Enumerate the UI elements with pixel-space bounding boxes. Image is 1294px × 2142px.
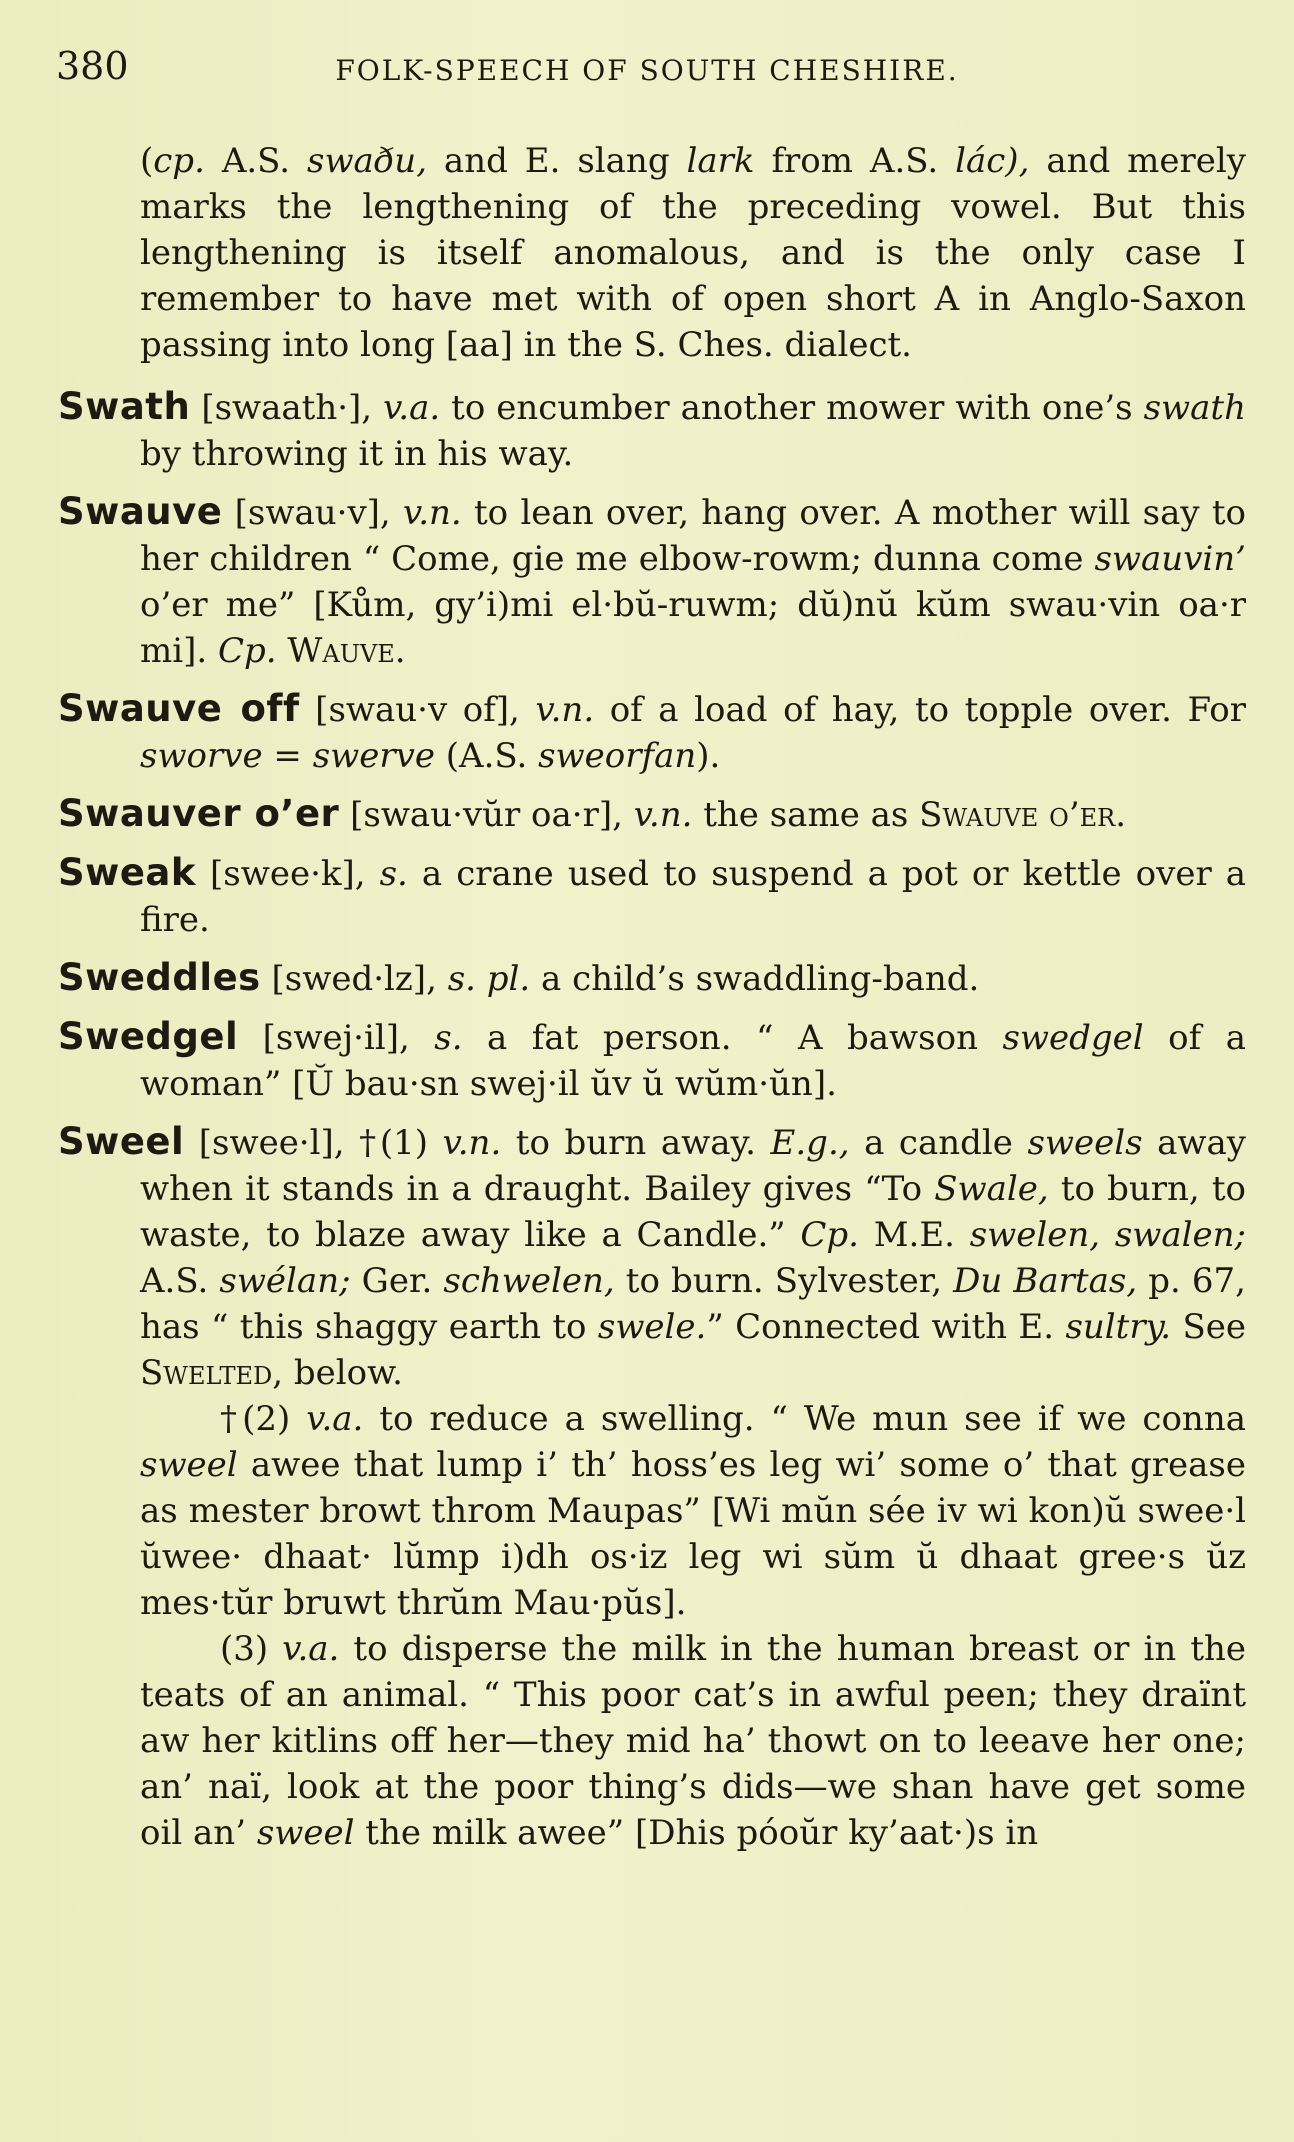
page-body	[58, 138, 1246, 1868]
headword: Sweel	[58, 1120, 185, 1163]
headword: Swauve off	[58, 687, 300, 730]
entry-sweddles: Sweddles [swed·lz], s. pl. a child’s swaddling-band.	[58, 956, 980, 999]
entry-swedgel: Swedgel [swej·il], s. a fat person. “ A bawson swedgel of a woman” [Ŭ bau·sn swej·il ŭv ŭ wŭm·ŭn].	[58, 1015, 1246, 1104]
entry-sweak: Sweak [swee·k], s. a crane used to suspend a pot or kettle over a fire.	[58, 851, 1247, 940]
headword: Swauve	[58, 490, 223, 533]
headword: Sweak	[58, 851, 196, 894]
headword: Swauver o’er	[58, 792, 340, 835]
continued-entry-text: (cp. A.S. swaðu, and E. slang lark from A.S. lác), and merely marks the lengthening of the preceding vowel. But this lengthening is itself anomalous, and is the only case I remember to have met with of open short A in Anglo-Saxon passing into long [aa] in the S. Ches. dialect.	[140, 141, 1246, 365]
page-number: 380	[56, 44, 129, 88]
entry-swauver-oer: Swauver o’er [swau·vŭr oa·r], v.n. the same as Swauve o’er.	[58, 792, 1127, 835]
headword: Swath	[58, 385, 191, 428]
running-title: FOLK-SPEECH OF SOUTH CHESHIRE.	[335, 54, 959, 87]
entry-swauve: Swauve [swau·v], v.n. to lean over, hang over. A mother will say to her children “ Come, gie me elbow-rowm; dunna come swauvin’ o’er me” [Kům, gy’i)mi el·bŭ-ruwm; dŭ)nŭ kŭm swau·vin oa·r mi]. Cp. Wauve.	[58, 490, 1247, 671]
entry-swauve-off: Swauve off [swau·v of], v.n. of a load of hay, to topple over. For sworve = swerve (A.S. sweorfan).	[58, 687, 1246, 776]
headword: Sweddles	[58, 956, 261, 999]
headword: Swedgel	[58, 1015, 239, 1058]
sense-3: (3) v.a. to disperse the milk in the human breast or in the teats of an animal. “ This poor cat’s in awful peen; they draïnt aw her kitlins off her—they mid ha’ thowt on to leeave her one; an’ naï, look at the poor thing’s dids—we shan have get some oil an’ sweel the milk awee” [Dhis póoŭr ky’aat·)s in	[140, 1629, 1247, 1853]
running-header	[56, 44, 1238, 94]
sense-2: †(2) v.a. to reduce a swelling. “ We mun see if we conna sweel awee that lump i’ th’ hoss’es leg wi’ some o’ that grease as mester browt throm Maupas” [Wi mŭn sée iv wi kon)ŭ swee·l ŭwee· dhaat· lŭmp i)dh os·iz leg wi sŭm ŭ dhaat gree·s ŭz mes·tŭr bruwt thrŭm Mau·pŭs].	[140, 1399, 1247, 1623]
entry-swath: Swath [swaath·], v.a. to encumber another mower with one’s swath by throwing it in his way.	[58, 385, 1246, 474]
entry-sweel: Sweel [swee·l], †(1) v.n. to burn away. E.g., a candle sweels away when it stands in a draught. Bailey gives “To Swale, to burn, to waste, to blaze away like a Candle.” Cp. M.E. swelen, swalen; A.S. swélan; Ger. schwelen, to burn. Sylvester, Du Bartas, p. 67, has “ this shaggy earth to swele.” Connected with E. sultry. See Swelted, below. †(2) v.a. to reduce a swelling. “ We mun see if we conna sweel awee that lump i’ th’ hoss’es leg wi’ some o’ that grease as mester browt throm Maupas” [Wi mŭn sée iv wi kon)ŭ swee·l ŭwee· dhaat· lŭmp i)dh os·iz leg wi sŭm ŭ dhaat gree·s ŭz mes·tŭr bruwt thrŭm Mau·pŭs]. (3) v.a. to disperse the milk in the human breast or in the teats of an animal. “ This poor cat’s in awful peen; they draïnt aw her kitlins off her—they mid ha’ thowt on to leeave her one; an’ naï, look at the poor thing’s dids—we shan have get some oil an’ sweel the milk awee” [Dhis póoŭr ky’aat·)s in	[58, 1119, 1246, 1856]
